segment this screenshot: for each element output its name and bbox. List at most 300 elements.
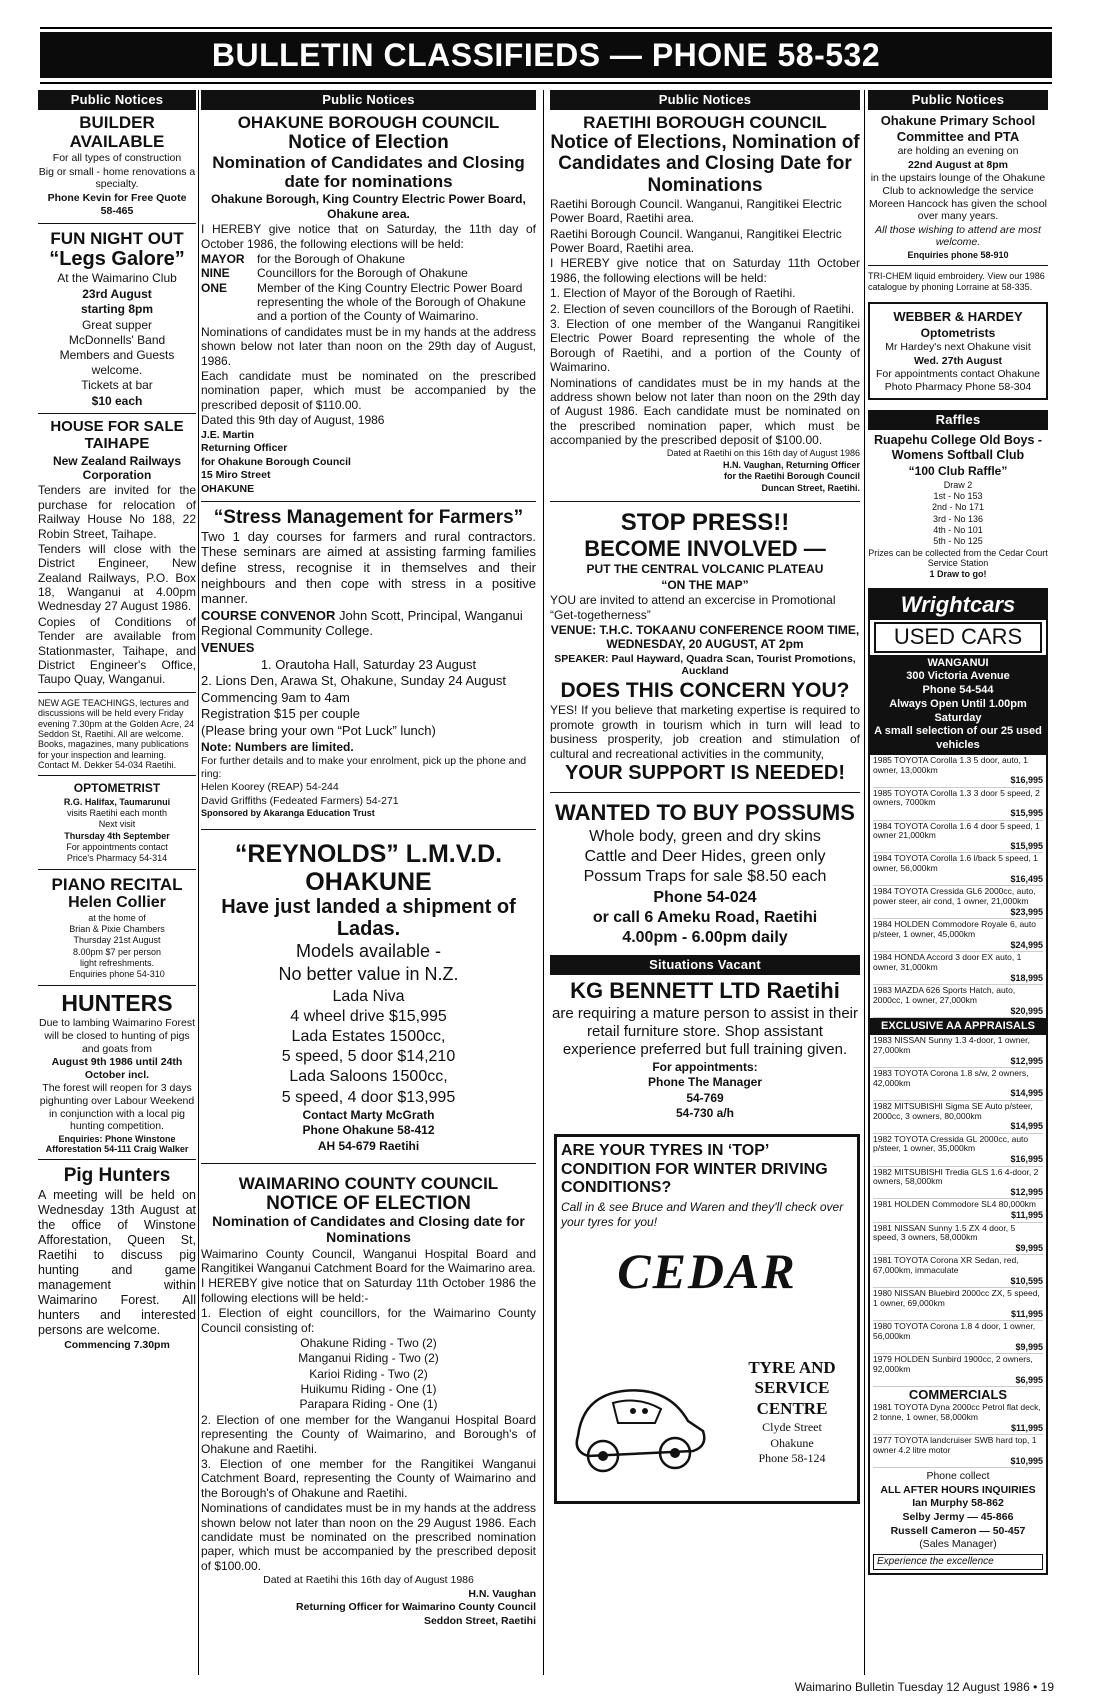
ad-text: All those wishing to attend are most welcome. bbox=[875, 223, 1041, 249]
car-listing bbox=[873, 1255, 1043, 1288]
pig-hunters-ad bbox=[38, 1165, 196, 1351]
new-age-ad: NEW AGE TEACHINGS, lectures and discussions will be held every Friday evening 7.30pm at the Golden Acre, 24 Seddon St, Raetihi. All are welcome. Books, magazines, many publications for your inspection and learning. Contact M. Dekker 54-034 Raetihi. bbox=[38, 697, 195, 770]
car-listing bbox=[873, 1068, 1043, 1101]
car-price: $11,995 bbox=[1010, 1308, 1043, 1319]
ad-text: Ohakune bbox=[770, 1435, 814, 1450]
ad-text: or call 6 Ameku Road, Raetihi bbox=[592, 908, 818, 926]
ad-title: HUNTERS bbox=[61, 989, 173, 1016]
ad-text: WANGANUI bbox=[927, 656, 989, 669]
ad-text: David Griffiths (Fedeated Farmers) 54-271 bbox=[201, 794, 399, 807]
riding-item: Parapara Riding - One (1) bbox=[299, 1397, 438, 1412]
car-list bbox=[870, 1402, 1046, 1468]
ad-title: OPTOMETRIST bbox=[73, 781, 161, 796]
ad-subtitle: DOES THIS CONCERN YOU? bbox=[560, 678, 850, 702]
divider bbox=[550, 792, 860, 793]
car-description: 1982 MITSUBISHI Tredia GLS 1.6 4-door, 2 owners, 58,000km bbox=[873, 1166, 1039, 1187]
ad-subtitle: Have just landed a shipment of Ladas. bbox=[221, 895, 516, 941]
ad-title: “REYNOLDS” L.M.V.D. OHAKUNE bbox=[234, 839, 503, 896]
cartoon-car-icon bbox=[563, 1361, 713, 1481]
ad-text: Note: Numbers are limited. bbox=[201, 739, 354, 754]
notice-text: I HEREBY give notice that on Saturday, the 11th day of October 1986, the following elections will be held: bbox=[201, 222, 536, 251]
car-description: 1981 TOYOTA Corona XR Sedan, red, 67,000km, immaculate bbox=[873, 1255, 1019, 1276]
notice-subtitle: NOTICE OF ELECTION bbox=[266, 1192, 471, 1214]
notice-title: OHAKUNE BOROUGH COUNCIL bbox=[237, 113, 500, 132]
car-listing bbox=[873, 755, 1043, 788]
divider bbox=[38, 985, 196, 986]
car-description: 1985 TOYOTA Corolla 1.3 5 door, auto, 1 owner, 13,000km bbox=[873, 754, 1028, 775]
ad-text: Wed. 27th August bbox=[913, 354, 1003, 367]
car-listing bbox=[873, 1223, 1043, 1256]
ad-text: Phone 54-544 bbox=[922, 684, 994, 697]
car-listing bbox=[873, 821, 1043, 854]
ohakune-election-notice bbox=[201, 113, 536, 496]
car-price: $12,995 bbox=[1010, 1187, 1043, 1198]
car-price: $16,995 bbox=[1010, 1154, 1043, 1165]
ad-text: 54-730 a/h bbox=[675, 1105, 735, 1120]
ad-text: (Please bring your own “Pot Luck” lunch) bbox=[201, 722, 436, 738]
car-price: $24,995 bbox=[1010, 939, 1043, 950]
webber-hardey-ad bbox=[868, 302, 1048, 400]
column-divider bbox=[198, 90, 199, 1675]
ad-text: Price's Pharmacy 54-314 bbox=[66, 853, 168, 864]
column-divider bbox=[864, 90, 865, 1675]
notice-subtitle: Notice of Elections, Nomination of Candidates and Closing Date for Nominations bbox=[550, 132, 860, 196]
ad-text: Whole body, green and dry skins bbox=[589, 827, 821, 845]
ad-text: 23rd August bbox=[82, 286, 152, 301]
ad-text: 4.00pm - 6.00pm daily bbox=[622, 928, 788, 946]
divider bbox=[38, 413, 196, 414]
notice-subtitle: Notice of Election bbox=[288, 132, 449, 154]
cedar-address bbox=[737, 1357, 847, 1466]
ad-text: For appointments: bbox=[652, 1059, 758, 1074]
ad-text: Models available - bbox=[295, 941, 442, 962]
ad-contact: AH 54-679 Raetihi bbox=[317, 1138, 420, 1153]
ad-text: Sponsored by Akaranga Education Trust bbox=[201, 808, 375, 819]
row-value: Member of the King Country Electric Power Board representing the whole of the Borough of Ohakune and a portion of the County of Waimarino. bbox=[257, 280, 526, 324]
car-price: $6,995 bbox=[1015, 1374, 1043, 1385]
optometrist-ad bbox=[38, 781, 196, 863]
ad-title: FUN NIGHT OUT bbox=[50, 229, 184, 249]
notice-text: 1. Election of Mayor of the Borough of Raetihi. bbox=[550, 286, 796, 301]
ad-text: $10 each bbox=[91, 393, 143, 408]
reynolds-lada-ad bbox=[201, 840, 536, 1153]
ad-text: McDonnells' Band bbox=[68, 333, 166, 348]
ad-text: For all types of construction bbox=[52, 152, 182, 165]
ad-text: Phone The Manager bbox=[647, 1075, 763, 1090]
car-listing bbox=[873, 919, 1043, 952]
ad-title: Pig Hunters bbox=[63, 1165, 171, 1187]
ad-title: HOUSE FOR SALE TAIHAPE bbox=[50, 417, 184, 452]
column-1 bbox=[38, 90, 196, 1675]
notice-subtitle: Nomination of Candidates and Closing date for nominations bbox=[212, 153, 525, 192]
divider bbox=[38, 775, 196, 776]
notice-title: WAIMARINO COUNTY COUNCIL bbox=[238, 1173, 499, 1193]
ad-text: Russell Cameron — 50-457 bbox=[890, 1524, 1026, 1537]
ad-text: Tickets at bar bbox=[81, 378, 153, 393]
signature-line: for the Raetihi Borough Council bbox=[724, 471, 860, 482]
ad-text: Clyde Street bbox=[762, 1420, 822, 1435]
cedar-tyre-ad bbox=[554, 1134, 860, 1504]
car-description: 1981 HOLDEN Commodore SL4 80,000km bbox=[873, 1199, 1036, 1210]
car-price: $20,995 bbox=[1010, 1005, 1043, 1016]
divider bbox=[38, 692, 196, 693]
divider bbox=[868, 265, 1048, 266]
ad-text: A meeting will be held on Wednesday 13th August at the office of Winstone Afforestation, Queen St, Raetihi to discuss pig hunting and game management within Waimarino Forest. All hunters and interested persons are welcome. bbox=[38, 1187, 196, 1337]
row-key: NINE bbox=[201, 266, 230, 281]
ad-subtitle: BECOME INVOLVED — bbox=[584, 535, 826, 561]
draw-result: 3rd - No 136 bbox=[932, 513, 984, 524]
wrightcars-slogan: Experience the excellence bbox=[873, 1554, 1043, 1570]
election-row bbox=[201, 281, 536, 324]
car-listing bbox=[873, 1354, 1043, 1387]
ad-text: Phone 54-024 bbox=[653, 888, 757, 906]
notice-text: I HEREBY give notice that on Saturday 11th October 1986 the following elections will be held:- bbox=[201, 1276, 536, 1305]
banner-rule bbox=[40, 82, 1052, 84]
ad-text: For appointments contact bbox=[66, 841, 168, 852]
signature-line: 15 Miro Street bbox=[201, 469, 271, 482]
notice-text: Raetihi Borough Council. Wanganui, Rangitikei Electric Power Board, Raetihi area. bbox=[550, 226, 842, 255]
ad-text: Phone Kevin for Free Quote bbox=[47, 191, 187, 204]
draw-result: 5th - No 125 bbox=[933, 536, 983, 547]
ad-title: ARE YOUR TYRES IN ‘TOP’ CONDITION FOR WINTER DRIVING CONDITIONS? bbox=[561, 1142, 828, 1197]
ad-title: WANTED TO BUY POSSUMS bbox=[555, 800, 855, 826]
ad-text: Two 1 day courses for farmers and rural contractors. These seminars are aimed at assisting farming families define stress, recognise it in themselves and their neighbours and then cope with stress in a positive manner. bbox=[201, 528, 536, 607]
ad-title: WEBBER & HARDEY bbox=[893, 308, 1023, 324]
notice-text: Each candidate must be nominated on the prescribed nomination paper, which must be accompanied by the prescribed deposit of $110.00. bbox=[201, 369, 536, 412]
car-price: $15,995 bbox=[1010, 808, 1043, 819]
ad-text: 5 speed, 4 door $13,995 bbox=[281, 1088, 456, 1106]
ad-text: Selby Jermy — 45-866 bbox=[902, 1511, 1014, 1524]
ad-text: Lada Saloons 1500cc, bbox=[289, 1068, 448, 1086]
wrightcars-contact bbox=[870, 1470, 1046, 1551]
notice-text: Nominations of candidates must be in my hands at the address shown below not later than noon on the 29 August 1986. Each candidate must be nominated on the prescribed nomination paper, which must be accompanied by the prescribed deposit of $100.00. bbox=[201, 1501, 536, 1573]
car-description: 1983 NISSAN Sunny 1.3 4-door, 1 owner, 27,000km bbox=[873, 1035, 1030, 1055]
ad-text: The forest will reopen for 3 days pighunting over Labour Weekend in conjunction with a local pig hunting competition. bbox=[39, 1082, 195, 1133]
section-header: Situations Vacant bbox=[550, 955, 860, 975]
ad-text: SPEAKER: Paul Hayward, Quadra Scan, Tourist Promotions, Auckland bbox=[554, 652, 856, 678]
notice-text: Waimarino County Council, Wanganui Hospital Board and Rangitikei Wanganui Catchment Board for the Waimarino area. bbox=[201, 1246, 536, 1275]
notice-text: Ohakune Borough, King Country Electric Power Board, Ohakune area. bbox=[211, 192, 526, 221]
ad-subtitle: YOUR SUPPORT IS NEEDED! bbox=[564, 761, 846, 784]
ad-subtitle: “Legs Galore” bbox=[49, 248, 185, 271]
ad-text: in the upstairs lounge of the Ohakune Club to acknowledge the service Moreen Hancock has given the school over many years. bbox=[868, 172, 1048, 223]
ad-subtitle: “100 Club Raffle” bbox=[908, 464, 1008, 479]
ad-text: Members and Guests welcome. bbox=[59, 348, 175, 377]
signature-line: for Ohakune Borough Council bbox=[201, 455, 351, 468]
divider bbox=[38, 1159, 196, 1160]
ad-text: Lada Estates 1500cc, bbox=[291, 1028, 446, 1046]
car-description: 1983 TOYOTA Corona 1.8 s/w, 2 owners, 42,000km bbox=[873, 1067, 1029, 1088]
ad-text: Always Open Until 1.00pm Saturday bbox=[889, 697, 1027, 724]
primary-school-ad bbox=[868, 113, 1048, 260]
ad-text: Phone 58-124 bbox=[758, 1450, 826, 1465]
car-description: 1984 TOYOTA Cressida GL6 2000cc, auto, power steer, air cond, 1 owner, 21,000km bbox=[873, 886, 1036, 907]
ad-text: Enquiries: Phone Winstone Afforestation 54-111 Craig Walker bbox=[45, 1133, 189, 1155]
page-footer: Waimarino Bulletin Tuesday 12 August 1986 • 19 bbox=[794, 1680, 1054, 1694]
signature-line: Returning Officer bbox=[201, 442, 288, 455]
divider bbox=[38, 223, 196, 224]
car-price: $14,995 bbox=[1010, 1088, 1043, 1099]
notice-subtitle: Nomination of Candidates and Closing date for Nominations bbox=[212, 1213, 525, 1245]
car-listing bbox=[873, 1101, 1043, 1134]
draw-result: 4th - No 101 bbox=[933, 525, 983, 536]
divider bbox=[201, 1163, 536, 1164]
ad-text: 1 Draw to go! bbox=[929, 569, 987, 580]
car-listing bbox=[873, 1321, 1043, 1354]
raffle-ad bbox=[868, 433, 1048, 579]
ad-text: Ian Murphy 58-862 bbox=[912, 1497, 1004, 1510]
ad-text: Registration $15 per couple bbox=[201, 706, 360, 722]
ad-text: Call in & see Bruce and Waren and they'll check over your tyres for you! bbox=[561, 1200, 844, 1229]
builder-ad bbox=[38, 113, 196, 218]
car-price: $12,995 bbox=[1010, 1055, 1043, 1066]
car-price: $9,995 bbox=[1015, 1243, 1043, 1254]
ad-text: Copies of Conditions of Tender are available from Stationmaster, Taihape, and District Engineer's Office, Taupo Quay, Wanganui. bbox=[38, 614, 196, 687]
car-price: $9,995 bbox=[1015, 1341, 1043, 1352]
car-price: $18,995 bbox=[1010, 972, 1043, 983]
notice-text: Dated this 9th day of August, 1986 bbox=[201, 413, 385, 428]
car-listing bbox=[873, 853, 1043, 886]
section-header: Public Notices bbox=[201, 90, 536, 110]
ad-text: starting 8pm bbox=[80, 302, 153, 317]
stop-press-ad bbox=[550, 510, 860, 785]
top-rule bbox=[40, 27, 1052, 29]
ad-label: VENUES bbox=[201, 640, 255, 655]
ad-text: Due to lambing Waimarino Forest will be closed to hunting of pigs and goats from bbox=[38, 1017, 195, 1055]
ad-title: STOP PRESS!! bbox=[620, 508, 790, 536]
ad-subtitle: Helen Collier bbox=[68, 893, 166, 911]
car-price: $16,995 bbox=[1010, 775, 1043, 786]
car-list bbox=[870, 755, 1046, 1018]
appraisals-heading: EXCLUSIVE AA APPRAISALS bbox=[870, 1018, 1046, 1035]
ad-text: 1. Orautoha Hall, Saturday 23 August bbox=[260, 656, 477, 672]
ad-text: Tenders are invited for the purchase for relocation of Railway House No 188, 22 Robin Street, Taihape. bbox=[38, 483, 196, 541]
car-listing bbox=[873, 1035, 1043, 1068]
ad-text: 4 wheel drive $15,995 bbox=[290, 1007, 447, 1025]
column-divider bbox=[543, 90, 544, 1675]
ad-text: Helen Koorey (REAP) 54-244 bbox=[201, 781, 339, 794]
wrightcars-logo: Wrightcars bbox=[870, 590, 1046, 620]
car-price: $11,995 bbox=[1010, 1210, 1043, 1221]
ad-text: No better value in N.Z. bbox=[278, 964, 459, 985]
ad-text: 22nd August at 8pm bbox=[908, 158, 1008, 171]
ad-text: 300 Victoria Avenue bbox=[906, 670, 1010, 683]
car-listing bbox=[873, 1134, 1043, 1167]
ad-text: “ON THE MAP” bbox=[661, 577, 749, 592]
car-description: 1977 TOYOTA landcruiser SWB hard top, 1 owner 4.2 litre motor bbox=[873, 1435, 1037, 1456]
signature-line: H.N. Vaughan, Returning Officer bbox=[722, 459, 860, 470]
ad-title: BUILDER AVAILABLE bbox=[69, 113, 165, 152]
raetihi-election-notice bbox=[550, 113, 860, 493]
car-description: 1980 NISSAN Bluebird 2000cc ZX, 5 speed, 1 owner, 69,000km bbox=[873, 1288, 1040, 1309]
notice-text: Raetihi Borough Council. Wanganui, Rangitikei Electric Power Board, Raetihi area. bbox=[550, 196, 842, 226]
car-listing bbox=[873, 788, 1043, 821]
ad-text: Enquiries phone 54-310 bbox=[69, 969, 165, 980]
car-description: 1981 NISSAN Sunny 1.5 ZX 4 door, 5 speed, 3 owners, 58,000km bbox=[873, 1222, 1016, 1243]
divider bbox=[550, 501, 860, 502]
stress-management-ad bbox=[201, 507, 536, 819]
column-4 bbox=[868, 90, 1048, 1675]
ad-text: Thursday 4th September bbox=[64, 830, 170, 841]
car-listing bbox=[873, 952, 1043, 985]
section-header: Public Notices bbox=[38, 90, 196, 110]
notice-text: Nominations of candidates must be in my hands at the address shown below not later than noon on the 29th day of August 1986. Each candidate must be nominated on the prescribed nomination paper, which must be accompanied by the prescribed deposit of $100.00. bbox=[550, 375, 860, 448]
ad-text: Tenders will close with the District Engineer, New Zealand Railways, P.O. Box 18, Wanganui at 4.00pm Wednesday 27 August 1986. bbox=[38, 541, 196, 614]
ad-text: John Scott, Principal, Wanganui Regional Community College. bbox=[201, 607, 523, 639]
ad-title: “Stress Management for Farmers” bbox=[213, 506, 524, 528]
draw-result: 2nd - No 171 bbox=[931, 502, 985, 513]
riding-item: Huikumu Riding - One (1) bbox=[300, 1382, 437, 1397]
ad-text: 8.00pm $7 per person bbox=[72, 946, 162, 957]
piano-recital-ad bbox=[38, 875, 196, 980]
car-price: $16,495 bbox=[1010, 874, 1043, 884]
house-for-sale-ad bbox=[38, 419, 196, 687]
ad-text: 58-465 bbox=[100, 205, 134, 218]
wrightcars-ad bbox=[868, 588, 1048, 1575]
car-description: 1984 HOLDEN Commodore Royale 6, auto p/steer, 1 owner, 45,000km bbox=[873, 919, 1036, 939]
fun-night-ad bbox=[38, 229, 196, 408]
ad-label: COURSE CONVENOR bbox=[201, 607, 336, 623]
car-listing bbox=[873, 1288, 1043, 1321]
ad-title: Ruapehu College Old Boys - Womens Softball Club bbox=[873, 433, 1043, 463]
notice-text: 1. Election of eight councillors, for the Waimarino County Council consisting of: bbox=[201, 1306, 536, 1335]
riding-item: Ohakune Riding - Two (2) bbox=[300, 1335, 437, 1350]
notice-title: RAETIHI BOROUGH COUNCIL bbox=[583, 113, 827, 132]
car-listing bbox=[873, 985, 1043, 1018]
car-list bbox=[870, 1035, 1046, 1387]
ad-text: YOU are invited to attend an excercise in Promotional “Get-togetherness” bbox=[550, 593, 836, 622]
election-row bbox=[201, 252, 536, 266]
car-price: $11,995 bbox=[1010, 1423, 1043, 1434]
car-description: 1982 MITSUBISHI Sigma SE Auto p/steer, 2000cc, 3 owners, 80,000km bbox=[873, 1100, 1033, 1121]
ad-subtitle: Optometrists bbox=[920, 325, 996, 340]
signature-line: Duncan Street, Raetihi. bbox=[761, 482, 860, 493]
car-price: $15,995 bbox=[1010, 841, 1043, 852]
car-price: $14,995 bbox=[1010, 1121, 1043, 1132]
election-row bbox=[201, 266, 536, 280]
notice-text: I HEREBY give notice that on Saturday 11th October 1986, the following elections will be held: bbox=[550, 256, 860, 285]
car-price: $10,595 bbox=[1010, 1275, 1043, 1286]
trichem-ad: TRI-CHEM liquid embroidery. View our 1986 catalogue by phoning Lorraine at 58-335. bbox=[868, 271, 1045, 292]
page-banner: BULLETIN CLASSIFIEDS — PHONE 58-532 bbox=[40, 32, 1052, 78]
car-listing bbox=[873, 886, 1043, 919]
row-key: MAYOR bbox=[201, 251, 245, 266]
ad-text: Cattle and Deer Hides, green only bbox=[584, 848, 826, 866]
ad-text: Next visit bbox=[98, 819, 136, 830]
section-header: Public Notices bbox=[868, 90, 1048, 110]
ad-text: YES! If you believe that marketing expertise is required to promote growth in tourism which in turn will lead to business prosperity, job creation and stimulation of cultural and recreational activities in the community, bbox=[550, 703, 860, 761]
ad-text: 5 speed, 5 door $14,210 bbox=[281, 1048, 456, 1066]
ad-text: Commencing 7.30pm bbox=[64, 1338, 170, 1351]
ad-text: (Sales Manager) bbox=[919, 1538, 997, 1551]
car-description: 1981 TOYOTA Dyna 2000cc Petrol flat deck, 2 tonne, 1 owner, 58,000km bbox=[873, 1402, 1041, 1423]
column-3 bbox=[550, 90, 860, 1675]
ad-contact: Contact Marty McGrath bbox=[302, 1107, 435, 1122]
ad-title: PIANO RECITAL bbox=[51, 874, 183, 894]
car-listing bbox=[873, 1167, 1043, 1200]
commercials-heading: COMMERCIALS bbox=[908, 1386, 1008, 1402]
ad-text: Thursday 21st August bbox=[73, 935, 161, 946]
signature-line: OHAKUNE bbox=[201, 482, 255, 495]
cedar-logo: CEDAR bbox=[617, 1243, 797, 1300]
car-price: $10,995 bbox=[1010, 1455, 1043, 1466]
car-description: 1985 TOYOTA Corolla 1.3 3 door 5 speed, 2 owners, 7000km bbox=[873, 787, 1040, 808]
ad-text: 2. Lions Den, Arawa St, Ohakune, Sunday 24 August bbox=[201, 673, 506, 689]
section-header: Public Notices bbox=[550, 90, 860, 110]
draw-result: 1st - No 153 bbox=[933, 491, 983, 502]
notice-text: 3. Election of one member for the Rangitikei Wanganui Catchment Board, representing the County of Waimarino and the Borough's of Ohakune and Raetihi. bbox=[201, 1457, 536, 1500]
ad-text: For further details and to make your enrolment, pick up the phone and ring: bbox=[201, 754, 527, 780]
ad-text: August 9th 1986 until 24th October incl. bbox=[51, 1056, 183, 1081]
ad-subtitle: New Zealand Railways Corporation bbox=[52, 453, 182, 482]
ad-title: KG BENNETT LTD Raetihi bbox=[570, 978, 840, 1004]
ad-text: Possum Traps for sale $8.50 each bbox=[583, 868, 827, 886]
ad-text: For appointments contact Ohakune Photo Pharmacy Phone 58-304 bbox=[875, 368, 1040, 393]
notice-text: 3. Election of one member of the Wanganui Rangitikei Electric Power Board representing the whole of the Borough of Raetihi, and a portion of the County of Waimarino. bbox=[550, 316, 860, 375]
notice-text: 2. Election of one member for the Wanganui Hospital Board representing the County of Waimarino, and Borough's of Ohakune and Raetihi. bbox=[201, 1412, 536, 1456]
ad-text: TYRE AND SERVICE CENTRE bbox=[748, 1357, 836, 1418]
car-description: 1984 TOYOTA Corolla 1.6 l/back 5 speed, 1 owner, 56,000km bbox=[873, 853, 1038, 874]
car-listing bbox=[873, 1199, 1043, 1222]
ad-text: light refreshments. bbox=[79, 957, 155, 968]
signature-line: H.N. Vaughan bbox=[468, 1587, 536, 1600]
ad-text: VENUE: T.H.C. TOKAANU CONFERENCE ROOM TIME, WEDNESDAY, 20 AUGUST, AT 2pm bbox=[550, 622, 860, 652]
row-key: ONE bbox=[201, 280, 228, 295]
ad-text: A small selection of our 25 used vehicles bbox=[874, 725, 1042, 752]
signature-line: Returning Officer for Waimarino County Council bbox=[296, 1601, 536, 1614]
divider bbox=[201, 501, 536, 502]
car-description: 1984 TOYOTA Corolla 1.6 4 door 5 speed, 1 owner 21,000km bbox=[873, 820, 1040, 841]
ad-text: Lada Niva bbox=[332, 987, 405, 1005]
ad-text: are holding an evening on bbox=[897, 145, 1019, 158]
notice-text: Nominations of candidates must be in my hands at the address shown below not later than noon on the 29th day of August, 1986. bbox=[201, 324, 536, 368]
used-cars-title: USED CARS bbox=[874, 622, 1042, 652]
riding-item: Manganui Riding - Two (2) bbox=[298, 1351, 439, 1366]
kg-bennett-ad bbox=[550, 979, 860, 1120]
section-header: Raffles bbox=[868, 410, 1048, 430]
signature-line: Seddon Street, Raetihi bbox=[423, 1614, 536, 1627]
waimarino-election-notice bbox=[201, 1174, 536, 1628]
ad-text: Brian & Pixie Chambers bbox=[69, 923, 165, 934]
car-description: 1984 HONDA Accord 3 door EX auto, 1 owner, 31,000km bbox=[873, 952, 1022, 972]
ad-text: PUT THE CENTRAL VOLCANIC PLATEAU bbox=[586, 562, 824, 577]
ad-text: At the Waimarino Club bbox=[57, 271, 177, 286]
ad-text: 54-769 bbox=[686, 1090, 724, 1105]
ad-text: at the home of bbox=[88, 912, 146, 923]
signature-line: J.E. Martin bbox=[201, 428, 255, 441]
possums-ad bbox=[550, 801, 860, 947]
divider bbox=[201, 829, 536, 830]
column-2 bbox=[201, 90, 536, 1675]
hunters-ad bbox=[38, 991, 196, 1155]
ad-text: R.G. Halifax, Taumarunui bbox=[63, 796, 171, 807]
ad-title: Ohakune Primary School Committee and PTA bbox=[880, 113, 1036, 144]
notice-date: Dated at Raetihi on this 16th day of August 1986 bbox=[666, 448, 860, 459]
ad-text: are requiring a mature person to assist in their retail furniture store. Shop assistant experience preferred but full training given. bbox=[552, 1004, 858, 1058]
wrightcars-info bbox=[870, 655, 1046, 755]
ad-text: Phone collect bbox=[926, 1470, 990, 1483]
notice-text: 2. Election of seven councillors of the Borough of Raetihi. bbox=[550, 301, 855, 316]
ad-text: ALL AFTER HOURS INQUIRIES bbox=[880, 1483, 1036, 1496]
car-listing bbox=[873, 1435, 1043, 1468]
car-description: 1982 TOYOTA Cressida GL 2000cc, auto p/steer, 1 owner, 35,000km bbox=[873, 1133, 1029, 1154]
car-description: 1979 HOLDEN Sunbird 1900cc, 2 owners, 92,000km bbox=[873, 1354, 1033, 1374]
ad-text: visits Raetihi each month bbox=[66, 807, 168, 818]
ad-text: Big or small - home renovations a specialty. bbox=[38, 165, 196, 191]
ad-contact: Phone Ohakune 58-412 bbox=[302, 1123, 435, 1138]
notice-text: Dated at Raetihi this 16th day of August 1986 bbox=[263, 1574, 474, 1587]
ad-text: Mr Hardey's next Ohakune visit bbox=[885, 340, 1031, 353]
